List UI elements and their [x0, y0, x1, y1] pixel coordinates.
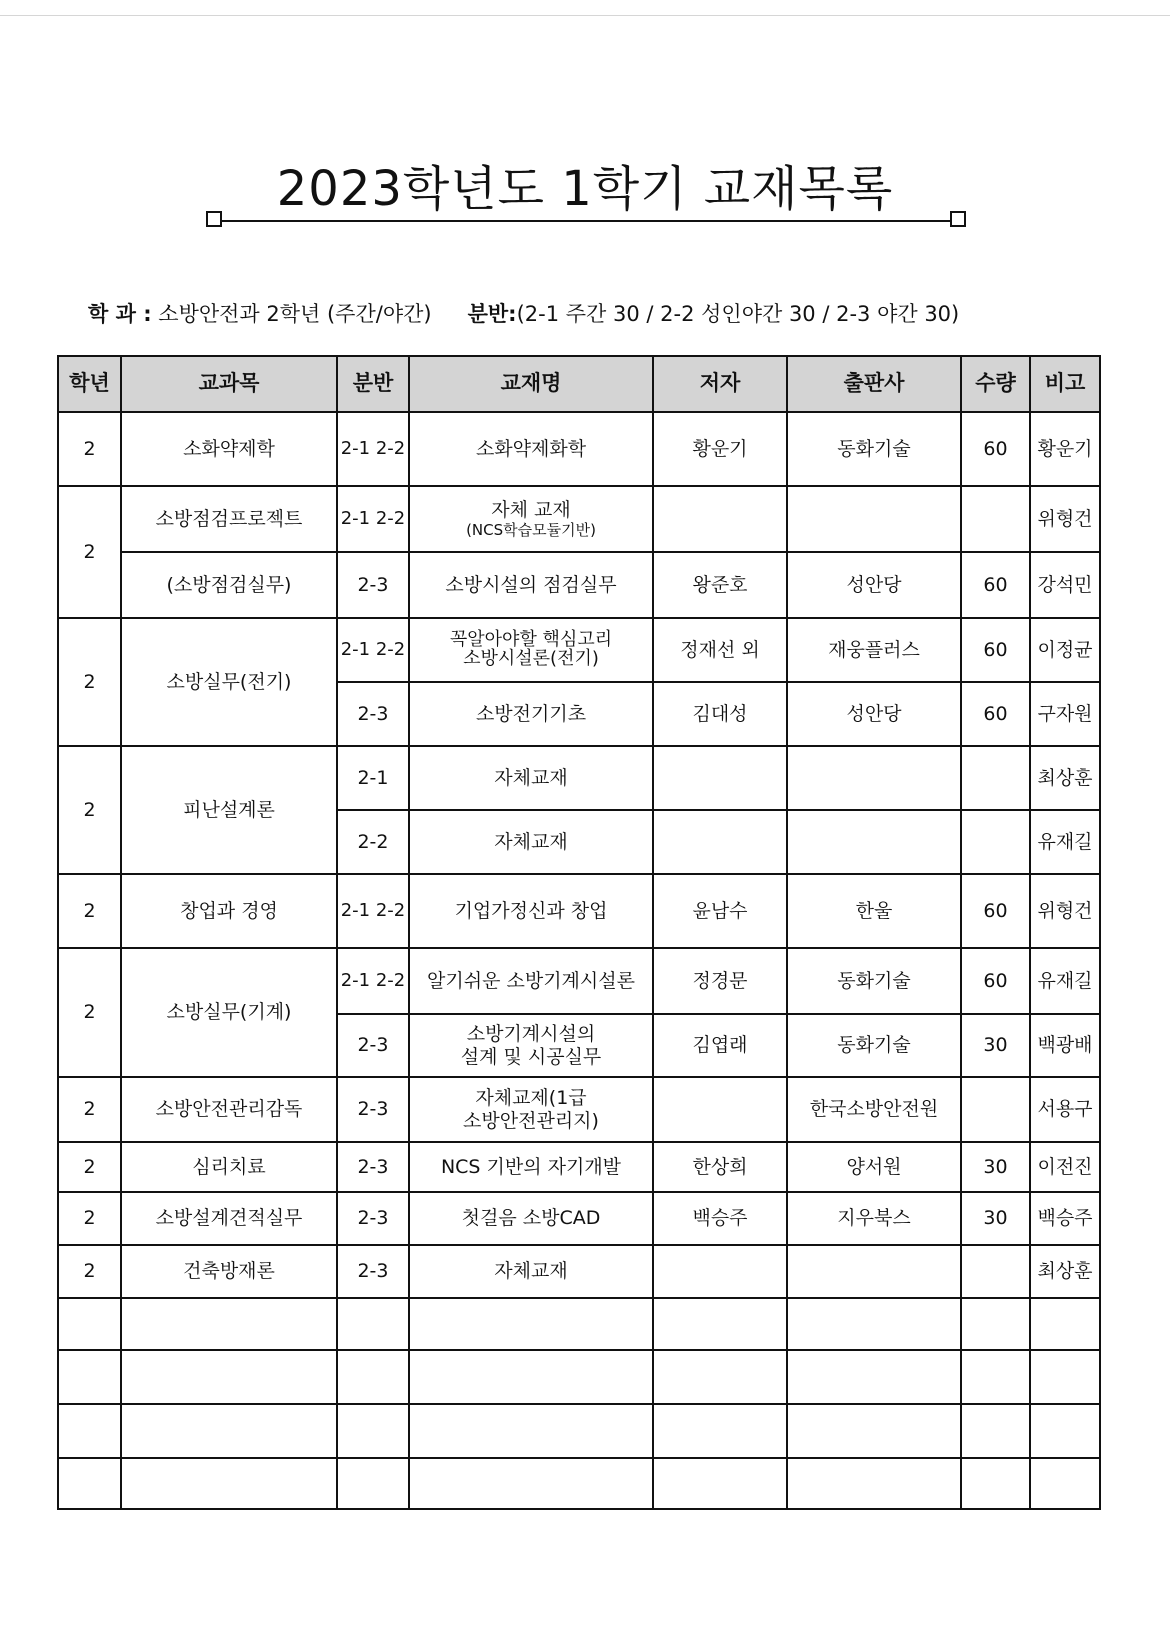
cell-book: 자체교재 — [409, 810, 653, 874]
cell-publisher: 지우북스 — [787, 1192, 961, 1245]
cell-book — [409, 618, 653, 682]
cell-publisher: 재웅플러스 — [787, 618, 961, 682]
cell-book-sub: 소방안전관리지) — [463, 1109, 599, 1132]
cell-subject: 심리치료 — [121, 1142, 337, 1192]
cell-book-sub: 소방시설론(전기) — [463, 648, 599, 669]
empty-row — [58, 1298, 1100, 1350]
cell-book: 소화약제화학 — [409, 412, 653, 486]
table-row — [58, 948, 1100, 1014]
cell-note: 위형건 — [1030, 486, 1100, 552]
cell-author: 왕준호 — [653, 552, 787, 618]
class-label: 분반: — [467, 302, 517, 326]
cell-book-main: 소방기계시설의 — [466, 1022, 596, 1045]
cell-book — [409, 1014, 653, 1077]
title-underline — [210, 220, 966, 222]
cell-subject: 소방안전관리감독 — [121, 1077, 337, 1142]
cell-qty — [961, 1077, 1030, 1142]
cell-grade: 2 — [58, 1077, 121, 1142]
cell-class: 2-3 — [337, 1245, 409, 1298]
cell-author: 정재선 외 — [653, 618, 787, 682]
cell-class: 2-1 2-2 — [337, 412, 409, 486]
cell-qty: 30 — [961, 1014, 1030, 1077]
table-row — [58, 746, 1100, 810]
table-row — [58, 1142, 1100, 1192]
cell-note: 위형건 — [1030, 874, 1100, 948]
cell-book-sub: (NCS학습모듈기반) — [466, 521, 596, 540]
cell-grade: 2 — [58, 874, 121, 948]
cell-author — [653, 810, 787, 874]
header-book: 교재명 — [409, 356, 653, 412]
cell-note: 이정균 — [1030, 618, 1100, 682]
cell-note: 백광배 — [1030, 1014, 1100, 1077]
cell-book: 자체교재 — [409, 1245, 653, 1298]
cell-class: 2-3 — [337, 1014, 409, 1077]
header-note: 비고 — [1030, 356, 1100, 412]
cell-note: 이전진 — [1030, 1142, 1100, 1192]
cell-note: 강석민 — [1030, 552, 1100, 618]
cell-author — [653, 486, 787, 552]
header-class: 분반 — [337, 356, 409, 412]
cell-book-main: 자체 교재 — [491, 498, 571, 521]
cell-subject: 소방설계견적실무 — [121, 1192, 337, 1245]
cell-book-main: 꼭알아야할 핵심고리 — [449, 629, 613, 651]
cell-class: 2-1 2-2 — [337, 948, 409, 1014]
dept-label: 학 과 : — [88, 302, 152, 326]
cell-qty: 30 — [961, 1192, 1030, 1245]
cell-note: 백승주 — [1030, 1192, 1100, 1245]
page-top-border — [0, 15, 1170, 16]
page-title: 2023학년도 1학기 교재목록 — [276, 161, 894, 217]
cell-grade: 2 — [58, 618, 121, 746]
cell-note: 유재길 — [1030, 948, 1100, 1014]
cell-qty: 60 — [961, 948, 1030, 1014]
cell-grade: 2 — [58, 412, 121, 486]
table-row — [58, 486, 1100, 552]
cell-publisher — [787, 746, 961, 810]
empty-row — [58, 1458, 1100, 1509]
cell-author — [653, 1245, 787, 1298]
table-row — [58, 618, 1100, 682]
cell-qty: 30 — [961, 1142, 1030, 1192]
cell-class: 2-1 2-2 — [337, 486, 409, 552]
cell-note: 서용구 — [1030, 1077, 1100, 1142]
cell-grade: 2 — [58, 1245, 121, 1298]
cell-subject: 소화약제학 — [121, 412, 337, 486]
cell-class: 2-3 — [337, 1077, 409, 1142]
cell-author: 김대성 — [653, 682, 787, 746]
cell-qty — [961, 486, 1030, 552]
cell-author: 김엽래 — [653, 1014, 787, 1077]
cell-publisher — [787, 810, 961, 874]
table-row — [58, 552, 1100, 618]
cell-qty: 60 — [961, 682, 1030, 746]
cell-author: 윤남수 — [653, 874, 787, 948]
cell-publisher: 동화기술 — [787, 948, 961, 1014]
cell-author — [653, 1077, 787, 1142]
cell-subject: 소방점검프로젝트 — [121, 486, 337, 552]
header-publisher: 출판사 — [787, 356, 961, 412]
table-row — [58, 874, 1100, 948]
cell-class: 2-3 — [337, 1192, 409, 1245]
header-grade: 학년 — [58, 356, 121, 412]
cell-class: 2-1 2-2 — [337, 874, 409, 948]
cell-qty: 60 — [961, 874, 1030, 948]
header-author: 저자 — [653, 356, 787, 412]
cell-class: 2-1 2-2 — [337, 618, 409, 682]
cell-subject: (소방점검실무) — [121, 552, 337, 618]
empty-row — [58, 1404, 1100, 1458]
cell-publisher: 동화기술 — [787, 412, 961, 486]
title-underline-left-square — [206, 211, 222, 227]
cell-author: 한상희 — [653, 1142, 787, 1192]
header-qty: 수량 — [961, 356, 1030, 412]
cell-subject: 창업과 경영 — [121, 874, 337, 948]
cell-grade: 2 — [58, 1142, 121, 1192]
cell-book: 소방시설의 점검실무 — [409, 552, 653, 618]
cell-book: NCS 기반의 자기개발 — [409, 1142, 653, 1192]
cell-publisher — [787, 1245, 961, 1298]
cell-grade: 2 — [58, 486, 121, 618]
dept-value: 소방안전과 2학년 (주간/야간) — [158, 302, 432, 326]
cell-grade: 2 — [58, 948, 121, 1077]
cell-qty — [961, 746, 1030, 810]
class-value: (2-1 주간 30 / 2-2 성인야간 30 / 2-3 야간 30) — [516, 302, 960, 326]
cell-note: 황운기 — [1030, 412, 1100, 486]
cell-grade: 2 — [58, 746, 121, 874]
cell-publisher — [787, 486, 961, 552]
header-subject: 교과목 — [121, 356, 337, 412]
cell-class: 2-3 — [337, 682, 409, 746]
cell-book: 알기쉬운 소방기계시설론 — [409, 948, 653, 1014]
cell-subject: 소방실무(전기) — [121, 618, 337, 746]
cell-publisher: 성안당 — [787, 682, 961, 746]
cell-author: 황운기 — [653, 412, 787, 486]
cell-subject: 건축방재론 — [121, 1245, 337, 1298]
cell-publisher: 동화기술 — [787, 1014, 961, 1077]
cell-publisher: 성안당 — [787, 552, 961, 618]
cell-grade: 2 — [58, 1192, 121, 1245]
table-row — [58, 1192, 1100, 1245]
cell-publisher: 한울 — [787, 874, 961, 948]
cell-book-sub: 설계 및 시공실무 — [460, 1045, 602, 1068]
empty-row — [58, 1350, 1100, 1404]
cell-qty: 60 — [961, 412, 1030, 486]
table-row — [58, 412, 1100, 486]
course-info — [88, 298, 959, 328]
cell-book: 소방전기기초 — [409, 682, 653, 746]
cell-book-main: 자체교제(1급 — [475, 1086, 587, 1109]
table-row — [58, 1077, 1100, 1142]
cell-qty: 60 — [961, 552, 1030, 618]
cell-author — [653, 746, 787, 810]
cell-note: 유재길 — [1030, 810, 1100, 874]
title-underline-right-square — [950, 211, 966, 227]
cell-qty — [961, 810, 1030, 874]
cell-class: 2-1 — [337, 746, 409, 810]
cell-class: 2-2 — [337, 810, 409, 874]
cell-book — [409, 1077, 653, 1142]
cell-author: 정경문 — [653, 948, 787, 1014]
cell-book: 기업가정신과 창업 — [409, 874, 653, 948]
cell-note: 최상훈 — [1030, 746, 1100, 810]
cell-book: 첫걸음 소방CAD — [409, 1192, 653, 1245]
cell-subject: 소방실무(기계) — [121, 948, 337, 1077]
cell-publisher: 한국소방안전원 — [787, 1077, 961, 1142]
cell-author: 백승주 — [653, 1192, 787, 1245]
cell-note: 최상훈 — [1030, 1245, 1100, 1298]
cell-book: 자체교재 — [409, 746, 653, 810]
cell-note: 구자원 — [1030, 682, 1100, 746]
table-header-row — [58, 356, 1100, 412]
cell-subject: 피난설계론 — [121, 746, 337, 874]
cell-qty — [961, 1245, 1030, 1298]
textbook-table — [57, 355, 1101, 1510]
table-row — [58, 1245, 1100, 1298]
cell-book — [409, 486, 653, 552]
cell-class: 2-3 — [337, 552, 409, 618]
cell-class: 2-3 — [337, 1142, 409, 1192]
cell-publisher: 양서원 — [787, 1142, 961, 1192]
cell-qty: 60 — [961, 618, 1030, 682]
